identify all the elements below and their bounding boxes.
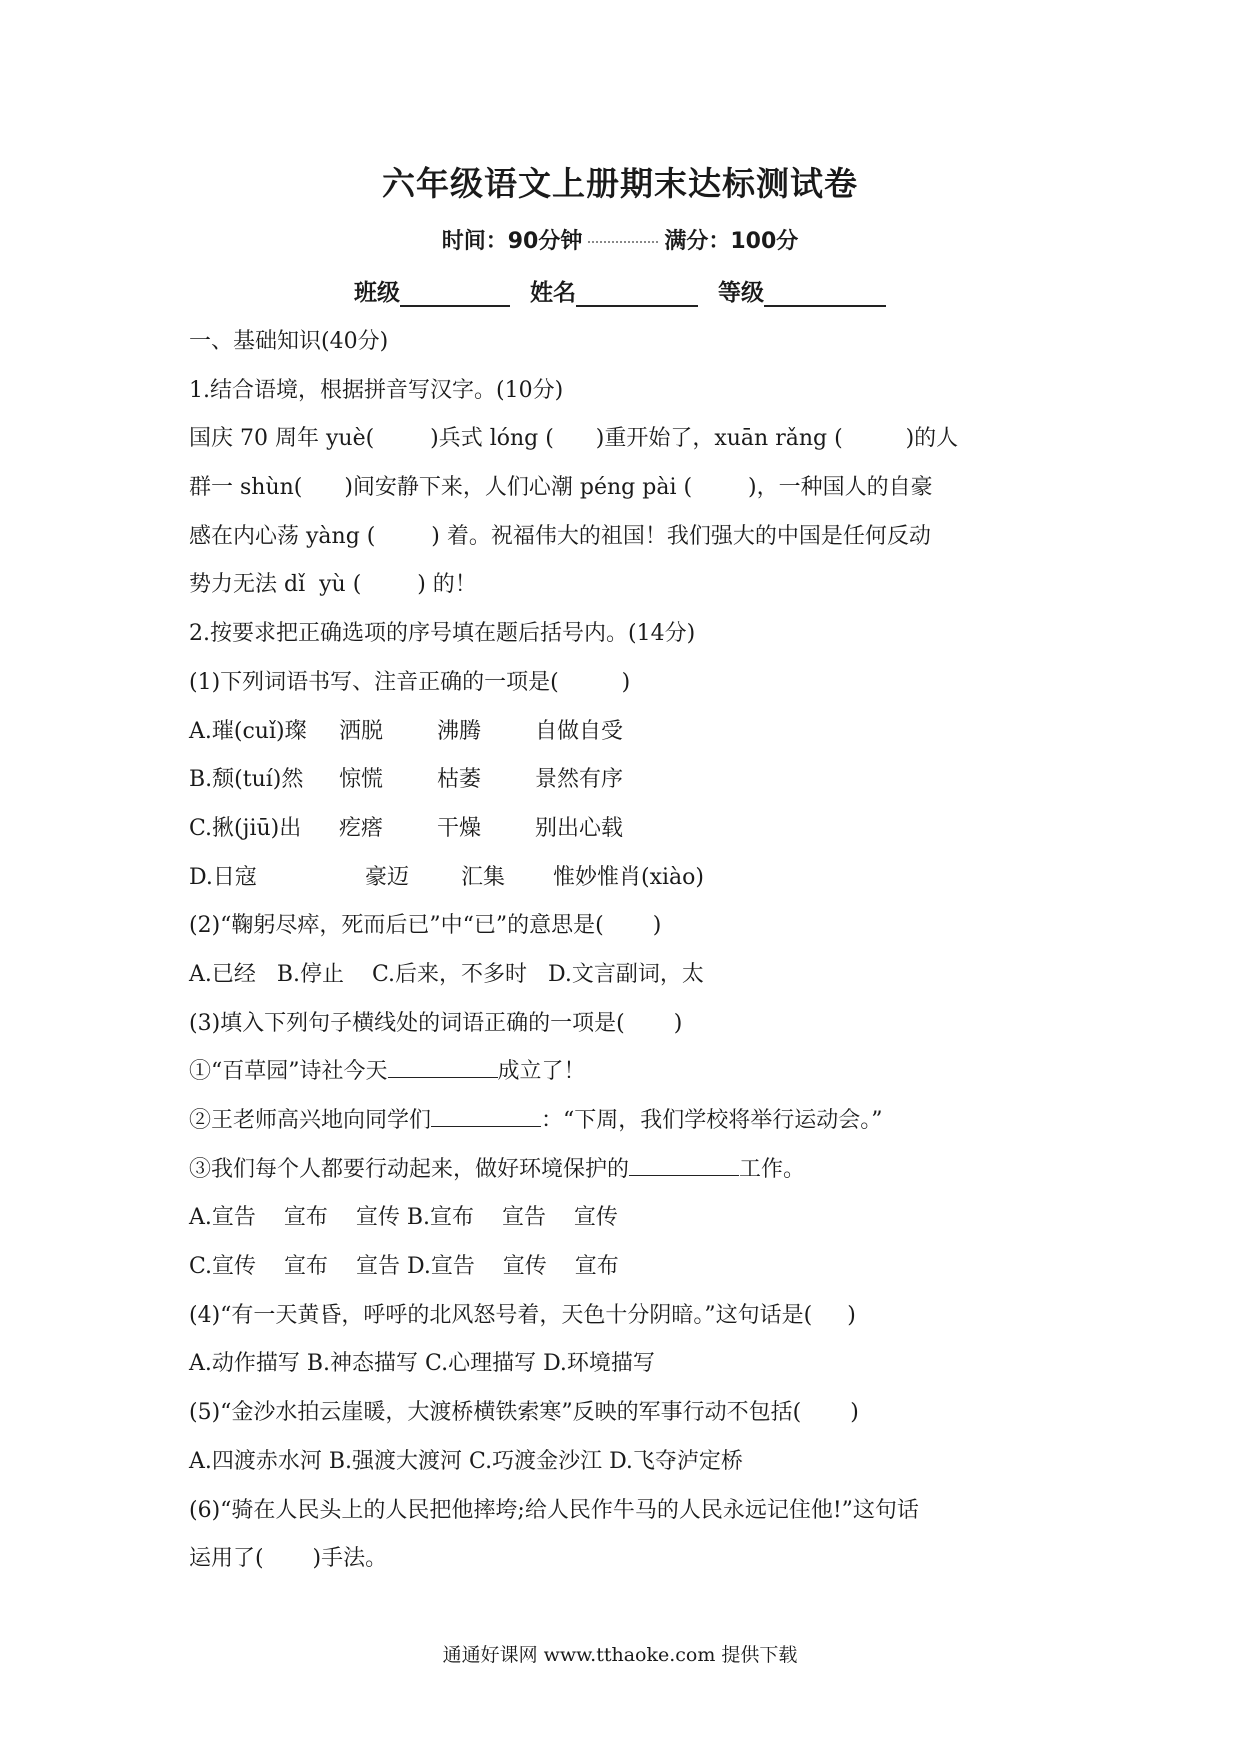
- name-blank[interactable]: [576, 279, 698, 307]
- q2-5-stem: (5)“金沙水拍云崖暖，大渡桥横铁索寒”反映的军事行动不包括( ): [189, 1400, 859, 1426]
- q2-4-stem: (4)“有一天黄昏，呼呼的北风怒号着，天色十分阴暗。”这句话是( ): [189, 1302, 856, 1328]
- q1-line: 国庆 70 周年 yuè( )兵式 lóng ( )重开始了，xuān rǎng ( )的人: [189, 426, 959, 452]
- page-footer: 通通好课网 www.tthaoke.com 提供下载: [442, 1644, 798, 1666]
- option-word: A.璀(cuǐ)璨: [189, 718, 307, 744]
- q1-line: 势力无法 dǐ yù ( ) 的！: [189, 572, 477, 598]
- q2-2-stem: (2)“鞠躬尽瘁，死而后已”中“已”的意思是( ): [189, 913, 662, 939]
- option-word: 汇集: [461, 864, 506, 890]
- q1-prompt: 1.结合语境，根据拼音写汉字。(10分): [189, 377, 564, 403]
- sentence-text: 工作。: [739, 1156, 806, 1182]
- class-label: 班级: [353, 280, 400, 306]
- full-score: 满分：100分: [664, 229, 799, 254]
- dotted-separator: [588, 241, 658, 243]
- q2-1-option-a: [189, 708, 1069, 757]
- sentence-text: ②王老师高兴地向同学们: [189, 1108, 432, 1133]
- option-word: 洒脱: [339, 718, 384, 744]
- option-word: 干燥: [437, 815, 482, 841]
- q2-1-stem: (1)下列词语书写、注音正确的一项是( ): [189, 669, 631, 695]
- q2-3-sentence: [189, 1097, 1069, 1146]
- sentence-text: 成立了！: [497, 1059, 586, 1085]
- q2-4-options: A.动作描写 B.神态描写 C.心理描写 D.环境描写: [189, 1351, 655, 1377]
- time-limit: 时间：90分钟: [441, 229, 583, 254]
- fill-blank[interactable]: [388, 1053, 498, 1078]
- q2-1-option-b: [189, 756, 1069, 805]
- sentence-text: ③我们每个人都要行动起来，做好环境保护的: [189, 1156, 630, 1182]
- exam-meta: [0, 224, 1240, 255]
- q2-6-stem: (6)“骑在人民头上的人民把他摔垮;给人民作牛马的人民永远记住他!”这句话: [189, 1497, 919, 1523]
- grade-label: 等级: [718, 280, 765, 306]
- student-info: [0, 274, 1240, 307]
- fill-blank[interactable]: [629, 1151, 739, 1176]
- option-word: 景然有序: [535, 767, 624, 793]
- option-word: 别出心载: [535, 815, 624, 841]
- q2-2-options: A.已经 B.停止 C.后来，不多时 D.文言副词，太: [189, 961, 704, 987]
- q2-3-options-ab: A.宣告 宣布 宣传 B.宣布 宣告 宣传: [189, 1205, 618, 1231]
- q2-1-option-c: [189, 805, 1069, 854]
- option-word: 疙瘩: [339, 815, 384, 841]
- option-word: 自做自受: [535, 718, 624, 744]
- sentence-text: ：“下周，我们学校将举行运动会。”: [541, 1108, 883, 1133]
- q1-line: 感在内心荡 yàng ( ) 着。祝福伟大的祖国！我们强大的中国是任何反动: [189, 523, 931, 549]
- q2-prompt: 2.按要求把正确选项的序号填在题后括号内。(14分): [189, 621, 696, 647]
- option-word: 枯萎: [437, 767, 482, 793]
- name-label: 姓名: [530, 280, 576, 306]
- q2-5-options: A.四渡赤水河 B.强渡大渡河 C.巧渡金沙江 D.飞夺泸定桥: [189, 1448, 743, 1474]
- option-word: B.颓(tuí)然: [189, 767, 304, 793]
- q2-3-sentence: [189, 1048, 1069, 1097]
- option-word: 惟妙惟肖(xiào): [553, 864, 704, 890]
- option-word: 沸腾: [437, 718, 482, 744]
- option-word: 豪迈: [365, 864, 410, 890]
- sentence-text: ①“百草园”诗社今天: [189, 1059, 388, 1085]
- q2-6-stem: 运用了( )手法。: [189, 1546, 388, 1572]
- q2-1-option-d: [189, 854, 1069, 903]
- section-heading: 一、基础知识(40分): [189, 329, 389, 354]
- class-blank[interactable]: [400, 279, 510, 307]
- exam-title: 六年级语文上册期末达标测试卷: [382, 164, 858, 203]
- option-word: C.揪(jiū)出: [189, 815, 302, 841]
- q2-3-sentence: [189, 1146, 1069, 1195]
- fill-blank[interactable]: [431, 1102, 541, 1127]
- grade-blank[interactable]: [764, 279, 886, 307]
- q2-3-options-cd: C.宣传 宣布 宣告 D.宣告 宣传 宣布: [189, 1254, 619, 1280]
- q2-3-stem: (3)填入下列句子横线处的词语正确的一项是( ): [189, 1010, 683, 1036]
- q1-line: 群一 shùn( )间安静下来，人们心潮 péng pài ( )，一种国人的自豪: [189, 475, 933, 501]
- option-word: 惊慌: [339, 767, 384, 793]
- exam-body: [189, 318, 1069, 1584]
- option-word: D.日寇: [189, 864, 257, 890]
